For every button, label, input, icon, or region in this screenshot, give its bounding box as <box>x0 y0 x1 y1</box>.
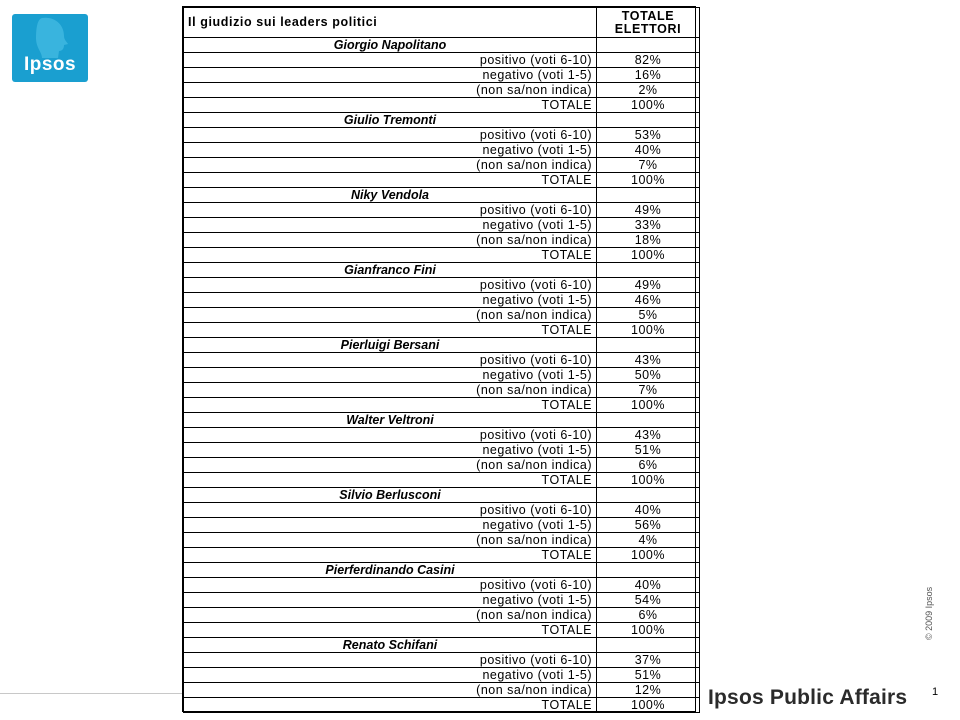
table-row <box>184 548 700 563</box>
row-value: 100% <box>597 398 700 413</box>
row-value: 46% <box>597 293 700 308</box>
copyright-notice: © 2009 Ipsos <box>924 586 934 640</box>
row-label: positivo (voti 6-10) <box>184 428 597 443</box>
row-label: (non sa/non indica) <box>184 83 597 98</box>
row-value: 6% <box>597 608 700 623</box>
row-label: negativo (voti 1-5) <box>184 593 597 608</box>
row-label: negativo (voti 1-5) <box>184 668 597 683</box>
row-value: 4% <box>597 533 700 548</box>
empty-cell <box>597 563 700 578</box>
row-value: 53% <box>597 128 700 143</box>
row-value: 7% <box>597 383 700 398</box>
row-value: 100% <box>597 473 700 488</box>
row-value: 12% <box>597 683 700 698</box>
row-value: 18% <box>597 233 700 248</box>
table-row <box>184 368 700 383</box>
row-label: (non sa/non indica) <box>184 683 597 698</box>
table-row <box>184 383 700 398</box>
table-row <box>184 608 700 623</box>
leader-name: Renato Schifani <box>184 638 597 653</box>
row-value: 100% <box>597 248 700 263</box>
ipsos-public-affairs-brand: Ipsos Public Affairs <box>708 686 908 709</box>
row-value: 49% <box>597 278 700 293</box>
row-value: 49% <box>597 203 700 218</box>
row-label: negativo (voti 1-5) <box>184 293 597 308</box>
row-label: negativo (voti 1-5) <box>184 368 597 383</box>
leader-name: Silvio Berlusconi <box>184 488 597 503</box>
row-value: 56% <box>597 518 700 533</box>
row-value: 100% <box>597 623 700 638</box>
table-row <box>184 458 700 473</box>
table-row <box>184 233 700 248</box>
row-label: positivo (voti 6-10) <box>184 578 597 593</box>
table-row <box>184 698 700 713</box>
row-label: positivo (voti 6-10) <box>184 653 597 668</box>
column-header-line1: TOTALE <box>621 8 675 23</box>
table-row <box>184 578 700 593</box>
empty-cell <box>597 263 700 278</box>
leader-name-row <box>184 38 700 53</box>
row-value: 5% <box>597 308 700 323</box>
row-label: positivo (voti 6-10) <box>184 128 597 143</box>
row-label: (non sa/non indica) <box>184 458 597 473</box>
table-row <box>184 248 700 263</box>
row-value: 100% <box>597 548 700 563</box>
row-label: TOTALE <box>184 248 597 263</box>
row-value: 6% <box>597 458 700 473</box>
table-row <box>184 278 700 293</box>
row-label: positivo (voti 6-10) <box>184 353 597 368</box>
table-header-row <box>184 8 700 38</box>
row-label: negativo (voti 1-5) <box>184 68 597 83</box>
row-value: 2% <box>597 83 700 98</box>
row-value: 16% <box>597 68 700 83</box>
row-value: 50% <box>597 368 700 383</box>
leader-name: Walter Veltroni <box>184 413 597 428</box>
row-value: 40% <box>597 578 700 593</box>
row-label: (non sa/non indica) <box>184 383 597 398</box>
row-value: 82% <box>597 53 700 68</box>
table-row <box>184 653 700 668</box>
table-row <box>184 353 700 368</box>
table-row <box>184 308 700 323</box>
row-value: 100% <box>597 323 700 338</box>
leader-name: Niky Vendola <box>184 188 597 203</box>
footer-rule <box>0 693 182 694</box>
row-label: TOTALE <box>184 323 597 338</box>
table-row <box>184 293 700 308</box>
ipsos-logo <box>12 14 88 82</box>
row-label: (non sa/non indica) <box>184 608 597 623</box>
table-row <box>184 398 700 413</box>
leader-name-row <box>184 263 700 278</box>
empty-cell <box>597 113 700 128</box>
row-label: (non sa/non indica) <box>184 233 597 248</box>
empty-cell <box>597 638 700 653</box>
table-row <box>184 623 700 638</box>
table-row <box>184 593 700 608</box>
column-header-line2: ELETTORI <box>614 21 682 36</box>
row-label: TOTALE <box>184 623 597 638</box>
row-value: 54% <box>597 593 700 608</box>
table-row <box>184 68 700 83</box>
logo-text: Ipsos <box>23 54 77 75</box>
row-value: 100% <box>597 173 700 188</box>
row-label: (non sa/non indica) <box>184 308 597 323</box>
row-label: positivo (voti 6-10) <box>184 503 597 518</box>
table-row <box>184 668 700 683</box>
empty-cell <box>597 38 700 53</box>
row-value: 33% <box>597 218 700 233</box>
row-value: 40% <box>597 503 700 518</box>
table-row <box>184 683 700 698</box>
row-value: 7% <box>597 158 700 173</box>
leader-name: Pierluigi Bersani <box>184 338 597 353</box>
row-label: positivo (voti 6-10) <box>184 53 597 68</box>
row-value: 100% <box>597 698 700 713</box>
row-label: negativo (voti 1-5) <box>184 518 597 533</box>
row-label: positivo (voti 6-10) <box>184 203 597 218</box>
table-row <box>184 173 700 188</box>
leader-name-row <box>184 413 700 428</box>
table-row <box>184 128 700 143</box>
table-row <box>184 83 700 98</box>
table-row <box>184 323 700 338</box>
table-row <box>184 98 700 113</box>
row-label: negativo (voti 1-5) <box>184 143 597 158</box>
row-label: TOTALE <box>184 398 597 413</box>
table-title: Il giudizio sui leaders politici <box>184 8 597 38</box>
leader-name: Gianfranco Fini <box>184 263 597 278</box>
row-label: (non sa/non indica) <box>184 533 597 548</box>
data-table <box>183 7 700 713</box>
row-label: TOTALE <box>184 173 597 188</box>
empty-cell <box>597 413 700 428</box>
row-value: 51% <box>597 443 700 458</box>
leader-name-row <box>184 638 700 653</box>
empty-cell <box>597 188 700 203</box>
table-row <box>184 143 700 158</box>
empty-cell <box>597 488 700 503</box>
table-row <box>184 53 700 68</box>
table-row <box>184 203 700 218</box>
page-number: 1 <box>932 686 939 698</box>
leader-name: Giulio Tremonti <box>184 113 597 128</box>
row-label: TOTALE <box>184 698 597 713</box>
empty-cell <box>597 338 700 353</box>
leader-name-row <box>184 113 700 128</box>
row-label: TOTALE <box>184 98 597 113</box>
table-row <box>184 473 700 488</box>
column-header-totale-elettori <box>597 8 700 38</box>
row-label: TOTALE <box>184 548 597 563</box>
row-value: 43% <box>597 428 700 443</box>
leader-name-row <box>184 563 700 578</box>
leader-name: Pierferdinando Casini <box>184 563 597 578</box>
leader-name: Giorgio Napolitano <box>184 38 597 53</box>
row-value: 100% <box>597 98 700 113</box>
leader-name-row <box>184 488 700 503</box>
leaders-judgement-table <box>182 6 696 712</box>
row-label: positivo (voti 6-10) <box>184 278 597 293</box>
table-row <box>184 533 700 548</box>
table-row <box>184 428 700 443</box>
table-row <box>184 443 700 458</box>
row-value: 37% <box>597 653 700 668</box>
table-row <box>184 518 700 533</box>
row-value: 43% <box>597 353 700 368</box>
table-row <box>184 158 700 173</box>
row-label: negativo (voti 1-5) <box>184 218 597 233</box>
leader-name-row <box>184 338 700 353</box>
leader-name-row <box>184 188 700 203</box>
row-value: 40% <box>597 143 700 158</box>
table-row <box>184 503 700 518</box>
row-label: (non sa/non indica) <box>184 158 597 173</box>
row-value: 51% <box>597 668 700 683</box>
table-row <box>184 218 700 233</box>
row-label: TOTALE <box>184 473 597 488</box>
row-label: negativo (voti 1-5) <box>184 443 597 458</box>
